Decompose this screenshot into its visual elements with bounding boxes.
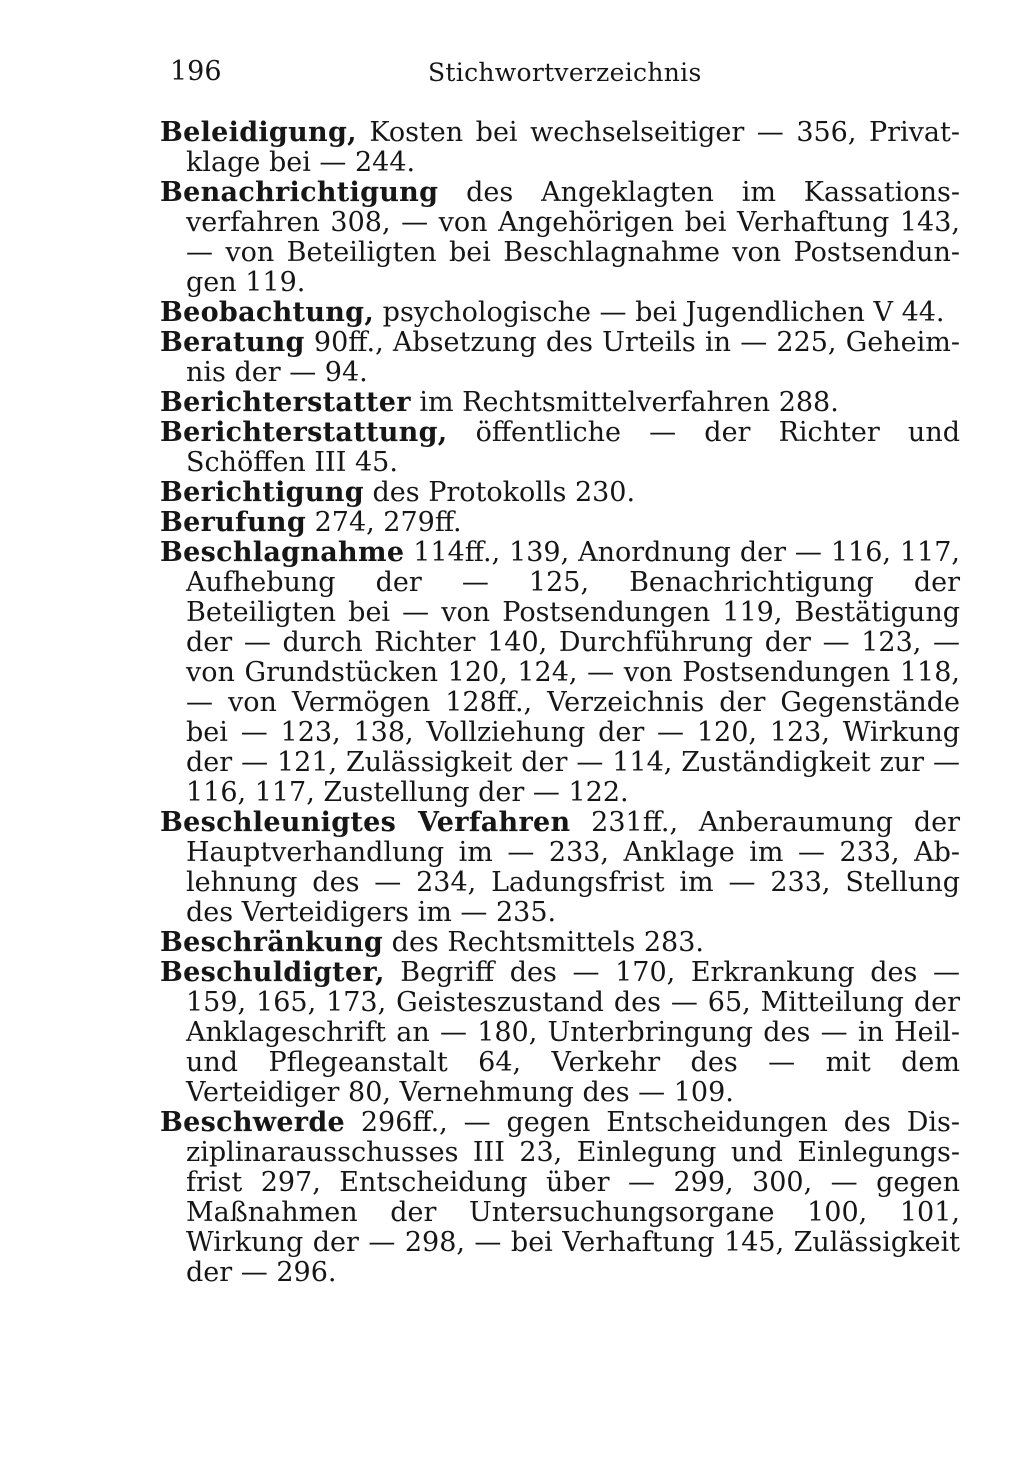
index-entry — [160, 388, 960, 418]
index-term: Benachrichtigung — [160, 177, 439, 208]
index-text: des Angeklagten im Kassationsverfahren 308, — von Angehörigen bei Verhaftung 143, — von Beteiligten bei Beschlagnahme von Postsendungen 119. — [186, 177, 960, 298]
index-term: Beschränkung — [160, 927, 384, 958]
page-number: 196 — [170, 56, 222, 87]
index-entry — [160, 928, 960, 958]
index-term: Beschuldigter, — [160, 957, 385, 988]
index-entry — [160, 418, 960, 478]
index-term: Berichtigung — [160, 477, 364, 508]
index-text: des Protokolls 230. — [363, 477, 636, 508]
index-text: Begriff des — 170, Erkrankung des — 159, 165, 173, Geisteszustand des — 65, Mitteilung der Anklageschrift an — 180, Unterbringung des — in Heil- und Pflegeanstalt 64, Verkehr des — mit dem Verteidiger 80, Vernehmung des — 109. — [186, 957, 960, 1108]
index-term: Berichterstattung, — [160, 417, 448, 448]
index-entry — [160, 328, 960, 388]
index-entry — [160, 478, 960, 508]
index-entry — [160, 118, 960, 178]
running-head-title: Stichwortverzeichnis — [428, 58, 702, 87]
index-entry — [160, 178, 960, 298]
index-term: Beobachtung, — [160, 297, 375, 328]
index-term: Beschleunigtes Verfahren — [160, 807, 571, 838]
index-entry — [160, 1108, 960, 1288]
index-entry — [160, 538, 960, 808]
index-text: öffentliche — der Richter und Schöffen III 45. — [186, 417, 960, 478]
index-term: Beschwerde — [160, 1107, 345, 1138]
index-text: 114ff., 139, Anordnung der — 116, 117, Aufhebung der — 125, Benachrichtigung der Beteiligten bei — von Postsendungen 119, Bestätigung der — durch Richter 140, Durchführung der — 123, — von Grundstücken 120, 124, — von Postsendungen 118, — von Vermögen 128ff., Verzeichnis der Gegenstände bei — 123, 138, Vollziehung der — 120, 123, Wirkung der — 121, Zulässigkeit der — 114, Zuständigkeit zur — 116, 117, Zustellung der — 122. — [186, 537, 960, 808]
index-text: 274, 279ff. — [306, 507, 462, 538]
index-text: 296ff., — gegen Entscheidungen des Disziplinarausschusses III 23, Einlegung und Einlegungsfrist 297, Entscheidung über — 299, 300, — gegen Maßnahmen der Untersuchungsorgane 100, 101, Wirkung der — 298, — bei Verhaftung 145, Zulässigkeit der — 296. — [186, 1107, 960, 1288]
index-text: Kosten bei wechselseitiger — 356, Privatklage bei — 244. — [186, 117, 960, 178]
index-term: Beschlagnahme — [160, 537, 405, 568]
index-term: Beratung — [160, 327, 305, 358]
index-text: psychologische — bei Jugendlichen V 44. — [374, 297, 945, 328]
index-text: im Rechtsmittelverfahren 288. — [410, 387, 839, 418]
index-term: Beleidigung, — [160, 117, 357, 148]
index-text: 231ff., Anberaumung der Hauptverhandlung im — 233, Anklage im — 233, Ablehnung des — 234, Ladungsfrist im — 233, Stellung des Verteidigers im — 235. — [186, 807, 960, 928]
index-term: Berufung — [160, 507, 307, 538]
index-entry — [160, 298, 960, 328]
page-header — [170, 56, 730, 96]
index-entry — [160, 808, 960, 928]
index-term: Berichterstatter — [160, 387, 411, 418]
index-entry — [160, 958, 960, 1108]
index-text: des Rechtsmittels 283. — [383, 927, 704, 958]
index-text: 90ff., Absetzung des Urteils in — 225, Geheimnis der — 94. — [186, 327, 960, 388]
index-entry — [160, 508, 960, 538]
index-entries — [160, 118, 960, 1288]
